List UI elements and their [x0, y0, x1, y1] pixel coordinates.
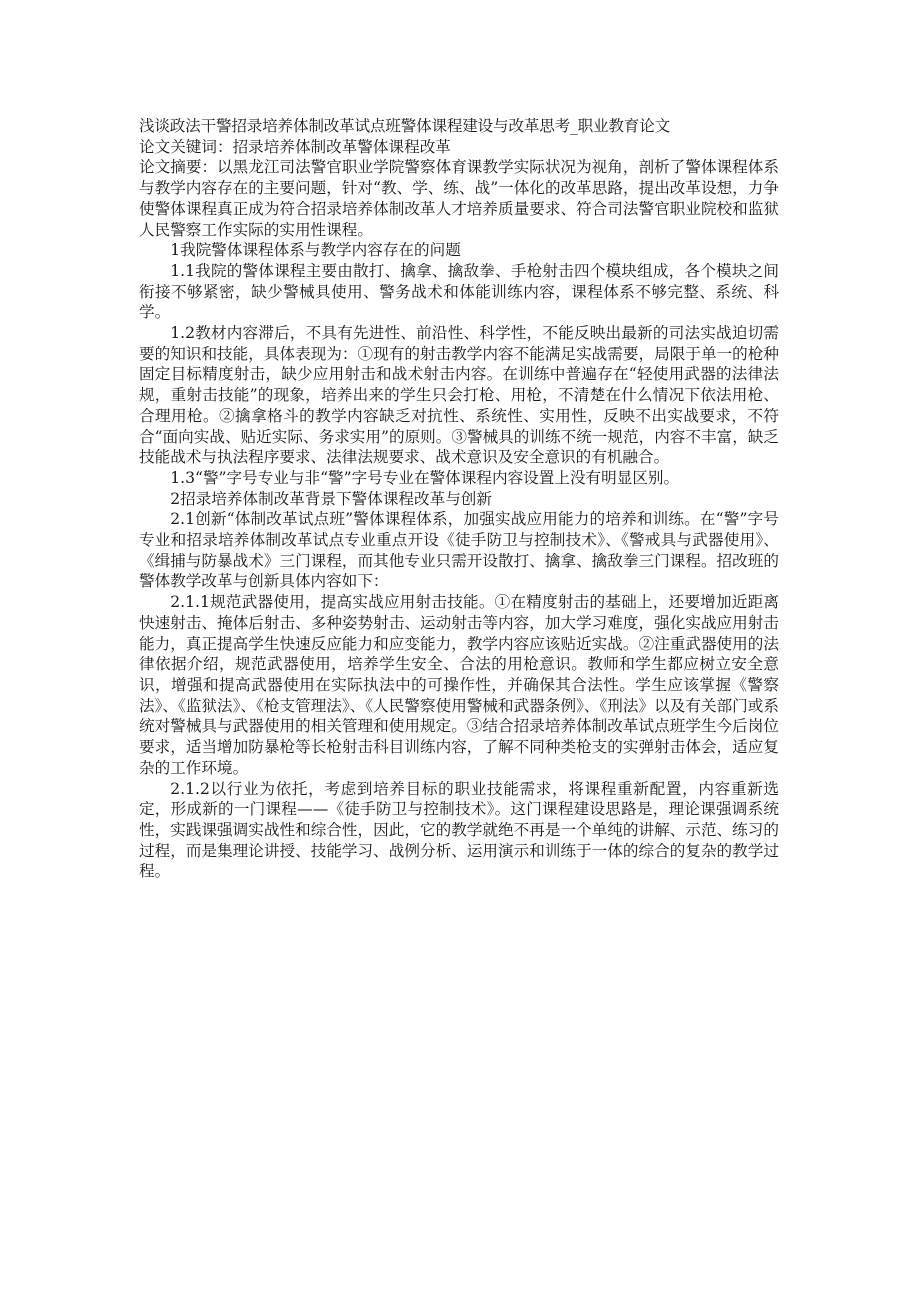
keywords-line: 论文关键词：招录培养体制改革警体课程改革 — [139, 137, 451, 156]
section-heading-2: 2招录培养体制改革背景下警体课程改革与创新 — [170, 489, 492, 508]
body-paragraph: 1.2教材内容滞后，不具有先进性、前沿性、科学性，不能反映出最新的司法实战迫切需要的知识和技能，具体表现为：①现有的射击教学内容不能满足实战需要，局限于单一的枪种固定目标精度射击，缺少应用射击和战术射击内容。在训练中普遍存在“轻使用武器的法律法规，重射击技能”的现象，培养出来的学生只会打枪、用枪，不清楚在什么情况下依法用枪、合理用枪。②擒拿格斗的教学内容缺乏对抗性、系统性、实用性，反映不出实战要求，不符合“面向实战、贴近实际、务求实用”的原则。③警械具的训练不统一规范，内容不丰富，缺乏技能战术与执法程序要求、法律法规要求、战术意识及安全意识的有机融合。 — [139, 324, 779, 467]
document-title: 浅谈政法干警招录培养体制改革试点班警体课程建设与改革思考_职业教育论文 — [139, 117, 670, 135]
abstract-paragraph: 论文摘要：以黑龙江司法警官职业学院警察体育课教学实际状况为视角，剖析了警体课程体系与教学内容存在的主要问题，针对“教、学、练、战”一体化的改革思路，提出改革设想，力争使警体课程真正成为符合招录培养体制改革人才培养质量要求、符合司法警官职业院校和监狱人民警察工作实际的实用性课程。 — [139, 158, 779, 239]
body-paragraph: 2.1创新“体制改革试点班”警体课程体系，加强实战应用能力的培养和训练。在“警”字号专业和招录培养体制改革试点专业重点开设《徒手防卫与控制技术》、《警戒具与武器使用》、《缉捕与防暴战术》三门课程，而其他专业只需开设散打、擒拿、擒敌拳三门课程。招改班的警体教学改革与创新具体内容如下： — [139, 510, 779, 591]
section-heading-1: 1我院警体课程体系与教学内容存在的问题 — [170, 241, 461, 260]
document-page — [139, 116, 779, 882]
body-paragraph: 1.3“警”字号专业与非“警”字号专业在警体课程内容设置上没有明显区别。 — [170, 468, 680, 487]
body-paragraph: 2.1.1规范武器使用，提高实战应用射击技能。①在精度射击的基础上，还要增加近距离快速射击、掩体后射击、多种姿势射击、运动射击等内容，加大学习难度，强化实战应用射击能力，真正提高学生快速反应能力和应变能力，教学内容应该贴近实战。②注重武器使用的法律依据介绍，规范武器使用，培养学生安全、合法的用枪意识。教师和学生都应树立安全意识，增强和提高武器使用在实际执法中的可操作性，并确保其合法性。学生应该掌握《警察法》、《监狱法》、《枪支管理法》、《人民警察使用警械和武器条例》、《刑法》以及有关部门或系统对警械具与武器使用的相关管理和使用规定。③结合招录培养体制改革试点班学生今后岗位要求，适当增加防暴枪等长枪射击科目训练内容，了解不同种类枪支的实弹射击体会，适应复杂的工作环境。 — [139, 593, 779, 777]
body-paragraph: 1.1我院的警体课程主要由散打、擒拿、擒敌拳、手枪射击四个模块组成，各个模块之间衔接不够紧密，缺少警械具使用、警务战术和体能训练内容，课程体系不够完整、系统、科学。 — [139, 261, 779, 322]
body-paragraph: 2.1.2以行业为依托，考虑到培养目标的职业技能需求，将课程重新配置，内容重新选定，形成新的一门课程——《徒手防卫与控制技术》。这门课程建设思路是，理论课强调系统性，实践课强调实战性和综合性，因此，它的教学就绝不再是一个单纯的讲解、示范、练习的过程，而是集理论讲授、技能学习、战例分析、运用演示和训练于一体的综合的复杂的教学过程。 — [139, 779, 779, 881]
